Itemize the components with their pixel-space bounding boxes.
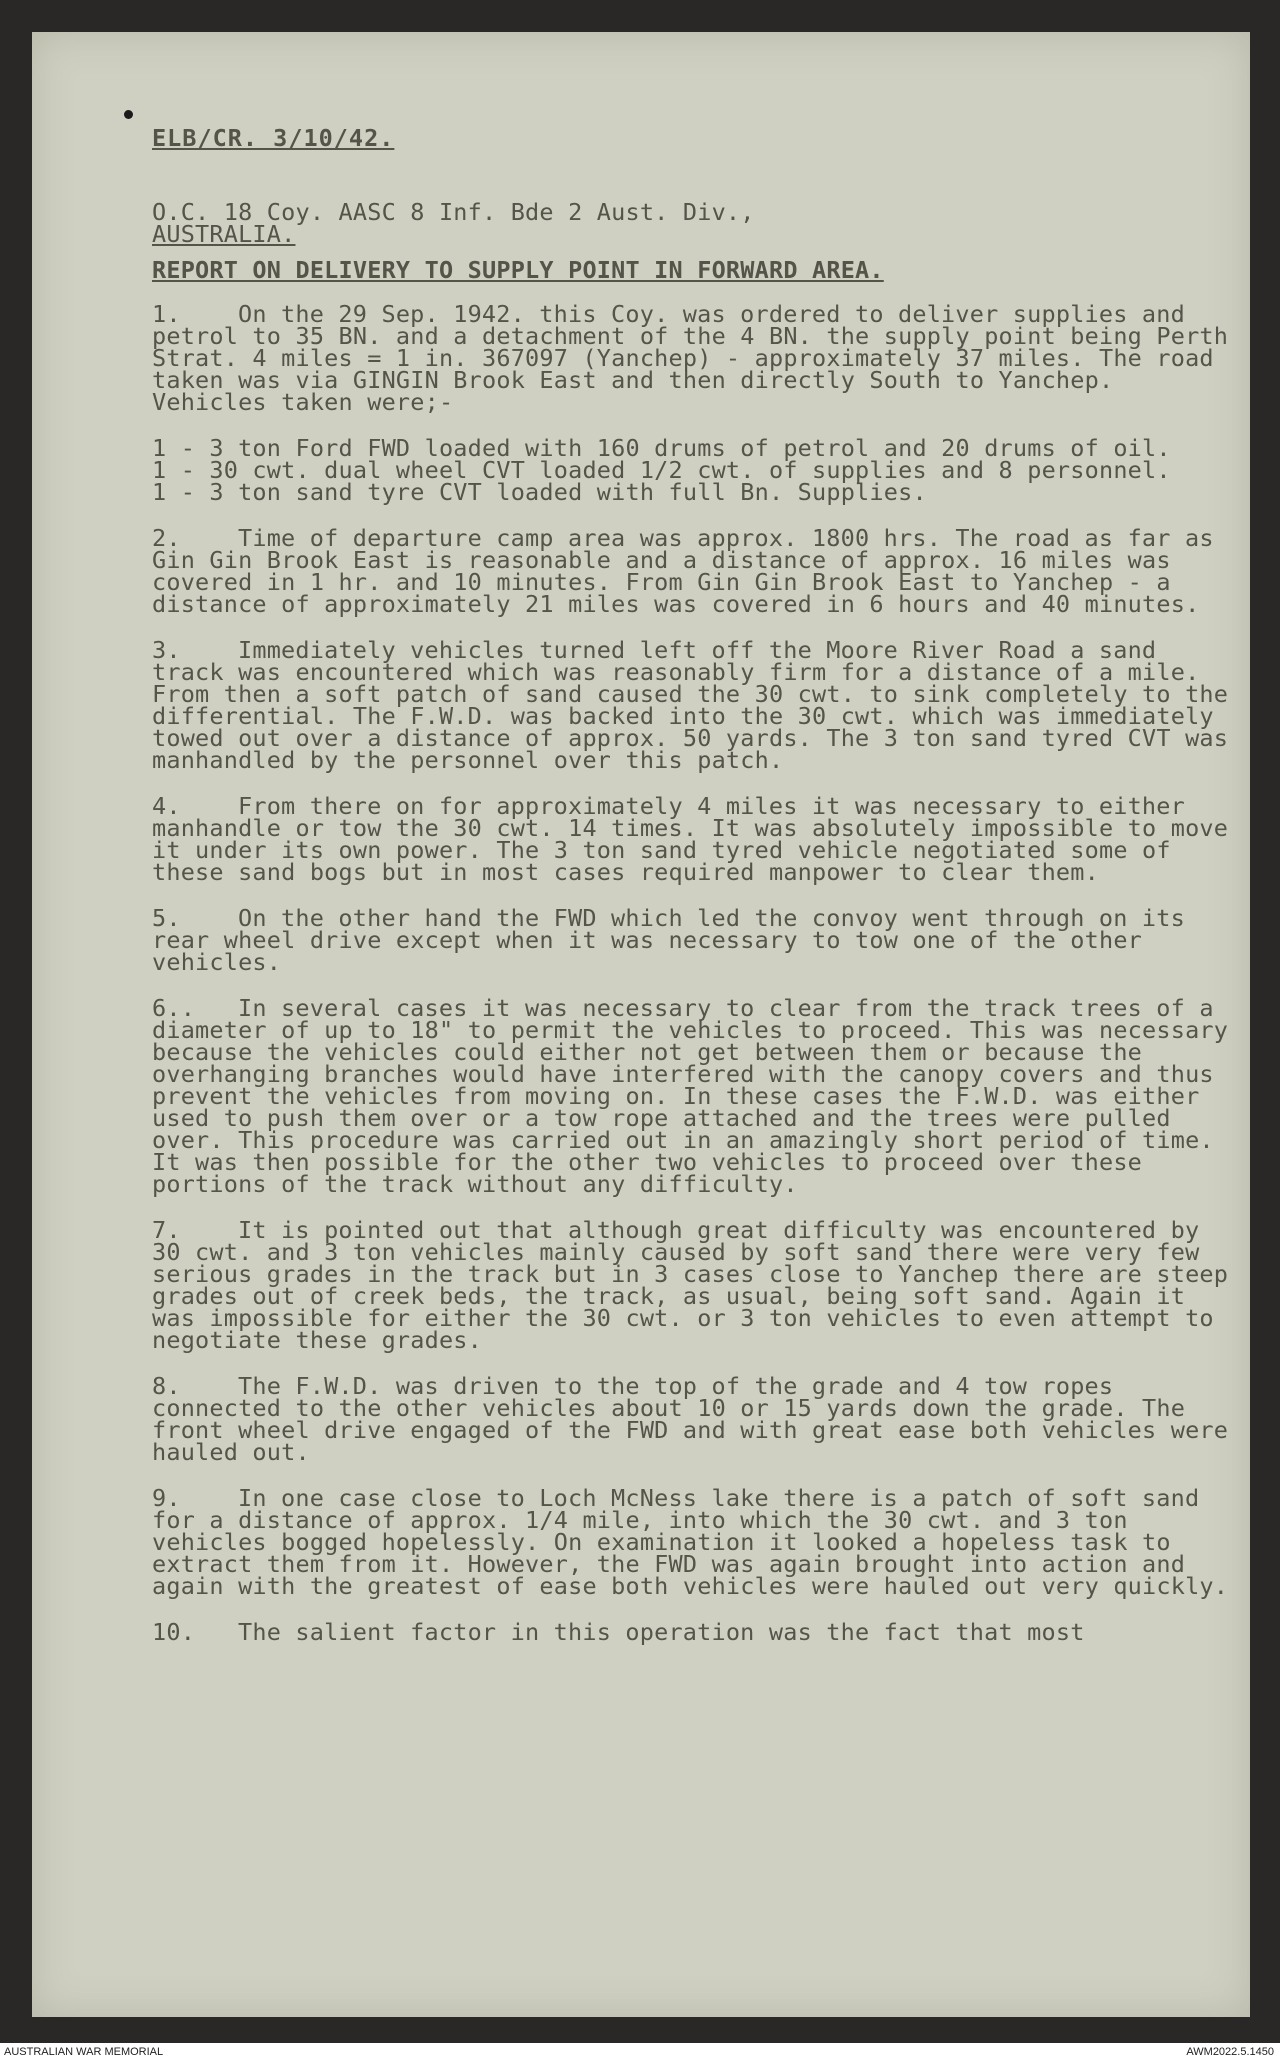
paragraph-text: From there on for approximately 4 miles it was necessary to either manhandle or tow the 30 cwt. 14 times. It was absolutely impossible to move it under its own power. The 3 ton sand tyred vehicle negotiated some of these sand bogs but in most cases required manpower to clear them. xyxy=(152,792,1229,886)
paragraph-text: On the 29 Sep. 1942. this Coy. was ordered to deliver supplies and petrol to 35 BN. and a detachment of the 4 BN. the supply point being Perth Strat. 4 miles = 1 in. 367097 (Yanchep) - approximately 37 miles. The road taken was via GINGIN Brook East and then directly South to Yanchep. Vehicles taken were;- xyxy=(152,300,1229,416)
reference-number: ELB/CR. 3/10/42. xyxy=(152,124,395,152)
paragraph-2 xyxy=(152,524,1232,618)
address-line-2: AUSTRALIA. xyxy=(152,220,296,248)
paragraph-text: The F.W.D. was driven to the top of the grade and 4 tow ropes connected to the other vehicles about 10 or 15 yards down the grade. The front wheel drive engaged of the FWD and with great ease both vehicles were hauled out. xyxy=(152,1372,1229,1466)
paragraph-number: 6.. xyxy=(152,994,196,1022)
vehicle-item: 1 - 3 ton sand tyre CVT loaded with full Bn. Supplies. xyxy=(152,478,927,506)
report-heading: REPORT ON DELIVERY TO SUPPLY POINT IN FORWARD AREA. xyxy=(152,256,884,284)
paragraph-6 xyxy=(152,994,1232,1198)
paragraph-number: 7. xyxy=(152,1216,181,1244)
paragraph-text: Time of departure camp area was approx. 1800 hrs. The road as far as Gin Gin Brook East is reasonable and a distance of approx. 16 miles was covered in 1 hr. and 10 minutes. From Gin Gin Brook East to Yanchep - a distance of approximately 21 miles was covered in 6 hours and 40 minutes. xyxy=(152,524,1214,618)
paragraph-1 xyxy=(152,300,1232,416)
paragraph-number: 2. xyxy=(152,524,181,552)
vehicle-item: 1 - 3 ton Ford FWD loaded with 160 drums of petrol and 20 drums of oil. xyxy=(152,434,1171,462)
paragraph-number: 1. xyxy=(152,300,181,328)
document-page xyxy=(32,32,1250,2017)
paragraph-8 xyxy=(152,1372,1232,1466)
footer-institution: AUSTRALIAN WAR MEMORIAL xyxy=(4,2046,164,2058)
paragraph-9 xyxy=(152,1484,1232,1600)
paragraph-number: 10. xyxy=(152,1618,196,1646)
paragraph-number: 3. xyxy=(152,636,181,664)
paragraph-4 xyxy=(152,792,1232,886)
addressee xyxy=(152,198,1232,248)
paragraph-text: The salient factor in this operation was the fact that most xyxy=(238,1618,1085,1646)
archive-footer xyxy=(0,2043,1280,2061)
paragraph-10 xyxy=(152,1618,1232,1646)
paragraph-7 xyxy=(152,1216,1232,1354)
footer-accession-number: AWM2022.5.1450 xyxy=(1186,2046,1274,2058)
paragraph-text: It is pointed out that although great difficulty was encountered by 30 cwt. and 3 ton vehicles mainly caused by soft sand there were very few serious grades in the track but in 3 cases close to Yanchep there are steep grades out of creek beds, the track, as usual, being soft sand. Again it was impossible for either the 30 cwt. or 3 ton vehicles to even attempt to negotiate these grades. xyxy=(152,1216,1229,1354)
vehicle-item: 1 - 30 cwt. dual wheel CVT loaded 1/2 cwt. of supplies and 8 personnel. xyxy=(152,456,1171,484)
address-line-1: O.C. 18 Coy. AASC 8 Inf. Bde 2 Aust. Div., xyxy=(152,198,755,226)
paragraph-number: 5. xyxy=(152,904,181,932)
ink-spot xyxy=(124,110,133,119)
paragraph-text: Immediately vehicles turned left off the Moore River Road a sand track was encountered which was reasonably firm for a distance of a mile. From then a soft patch of sand caused the 30 cwt. to sink completely to the differential. The F.W.D. was backed into the 30 cwt. which was immediately towed out over a distance of approx. 50 yards. The 3 ton sand tyred CVT was manhandled by the personnel over this patch. xyxy=(152,636,1229,774)
paragraph-number: 4. xyxy=(152,792,181,820)
vehicle-list xyxy=(152,434,1232,506)
paragraph-text: In several cases it was necessary to clear from the track trees of a diameter of up to 18" to permit the vehicles to proceed. This was necessary because the vehicles could either not get between them or because the overhanging branches would have interfered with the canopy covers and thus prevent the vehicles from moving on. In these cases the F.W.D. was either used to push them over or a tow rope attached and the trees were pulled over. This procedure was carried out in an amazingly short period of time. It was then possible for the other two vehicles to proceed over these portions of the track without any difficulty. xyxy=(152,994,1229,1198)
paragraph-5 xyxy=(152,904,1232,976)
paragraph-text: In one case close to Loch McNess lake there is a patch of soft sand for a distance of approx. 1/4 mile, into which the 30 cwt. and 3 ton vehicles bogged hopelessly. On examination it looked a hopeless task to extract them from it. However, the FWD was again brought into action and again with the greatest of ease both vehicles were hauled out very quickly. xyxy=(152,1484,1229,1600)
document-body xyxy=(152,124,1232,1667)
paragraph-number: 9. xyxy=(152,1484,181,1512)
paragraph-text: On the other hand the FWD which led the convoy went through on its rear wheel drive except when it was necessary to tow one of the other vehicles. xyxy=(152,904,1185,976)
paragraph-3 xyxy=(152,636,1232,774)
paragraph-number: 8. xyxy=(152,1372,181,1400)
